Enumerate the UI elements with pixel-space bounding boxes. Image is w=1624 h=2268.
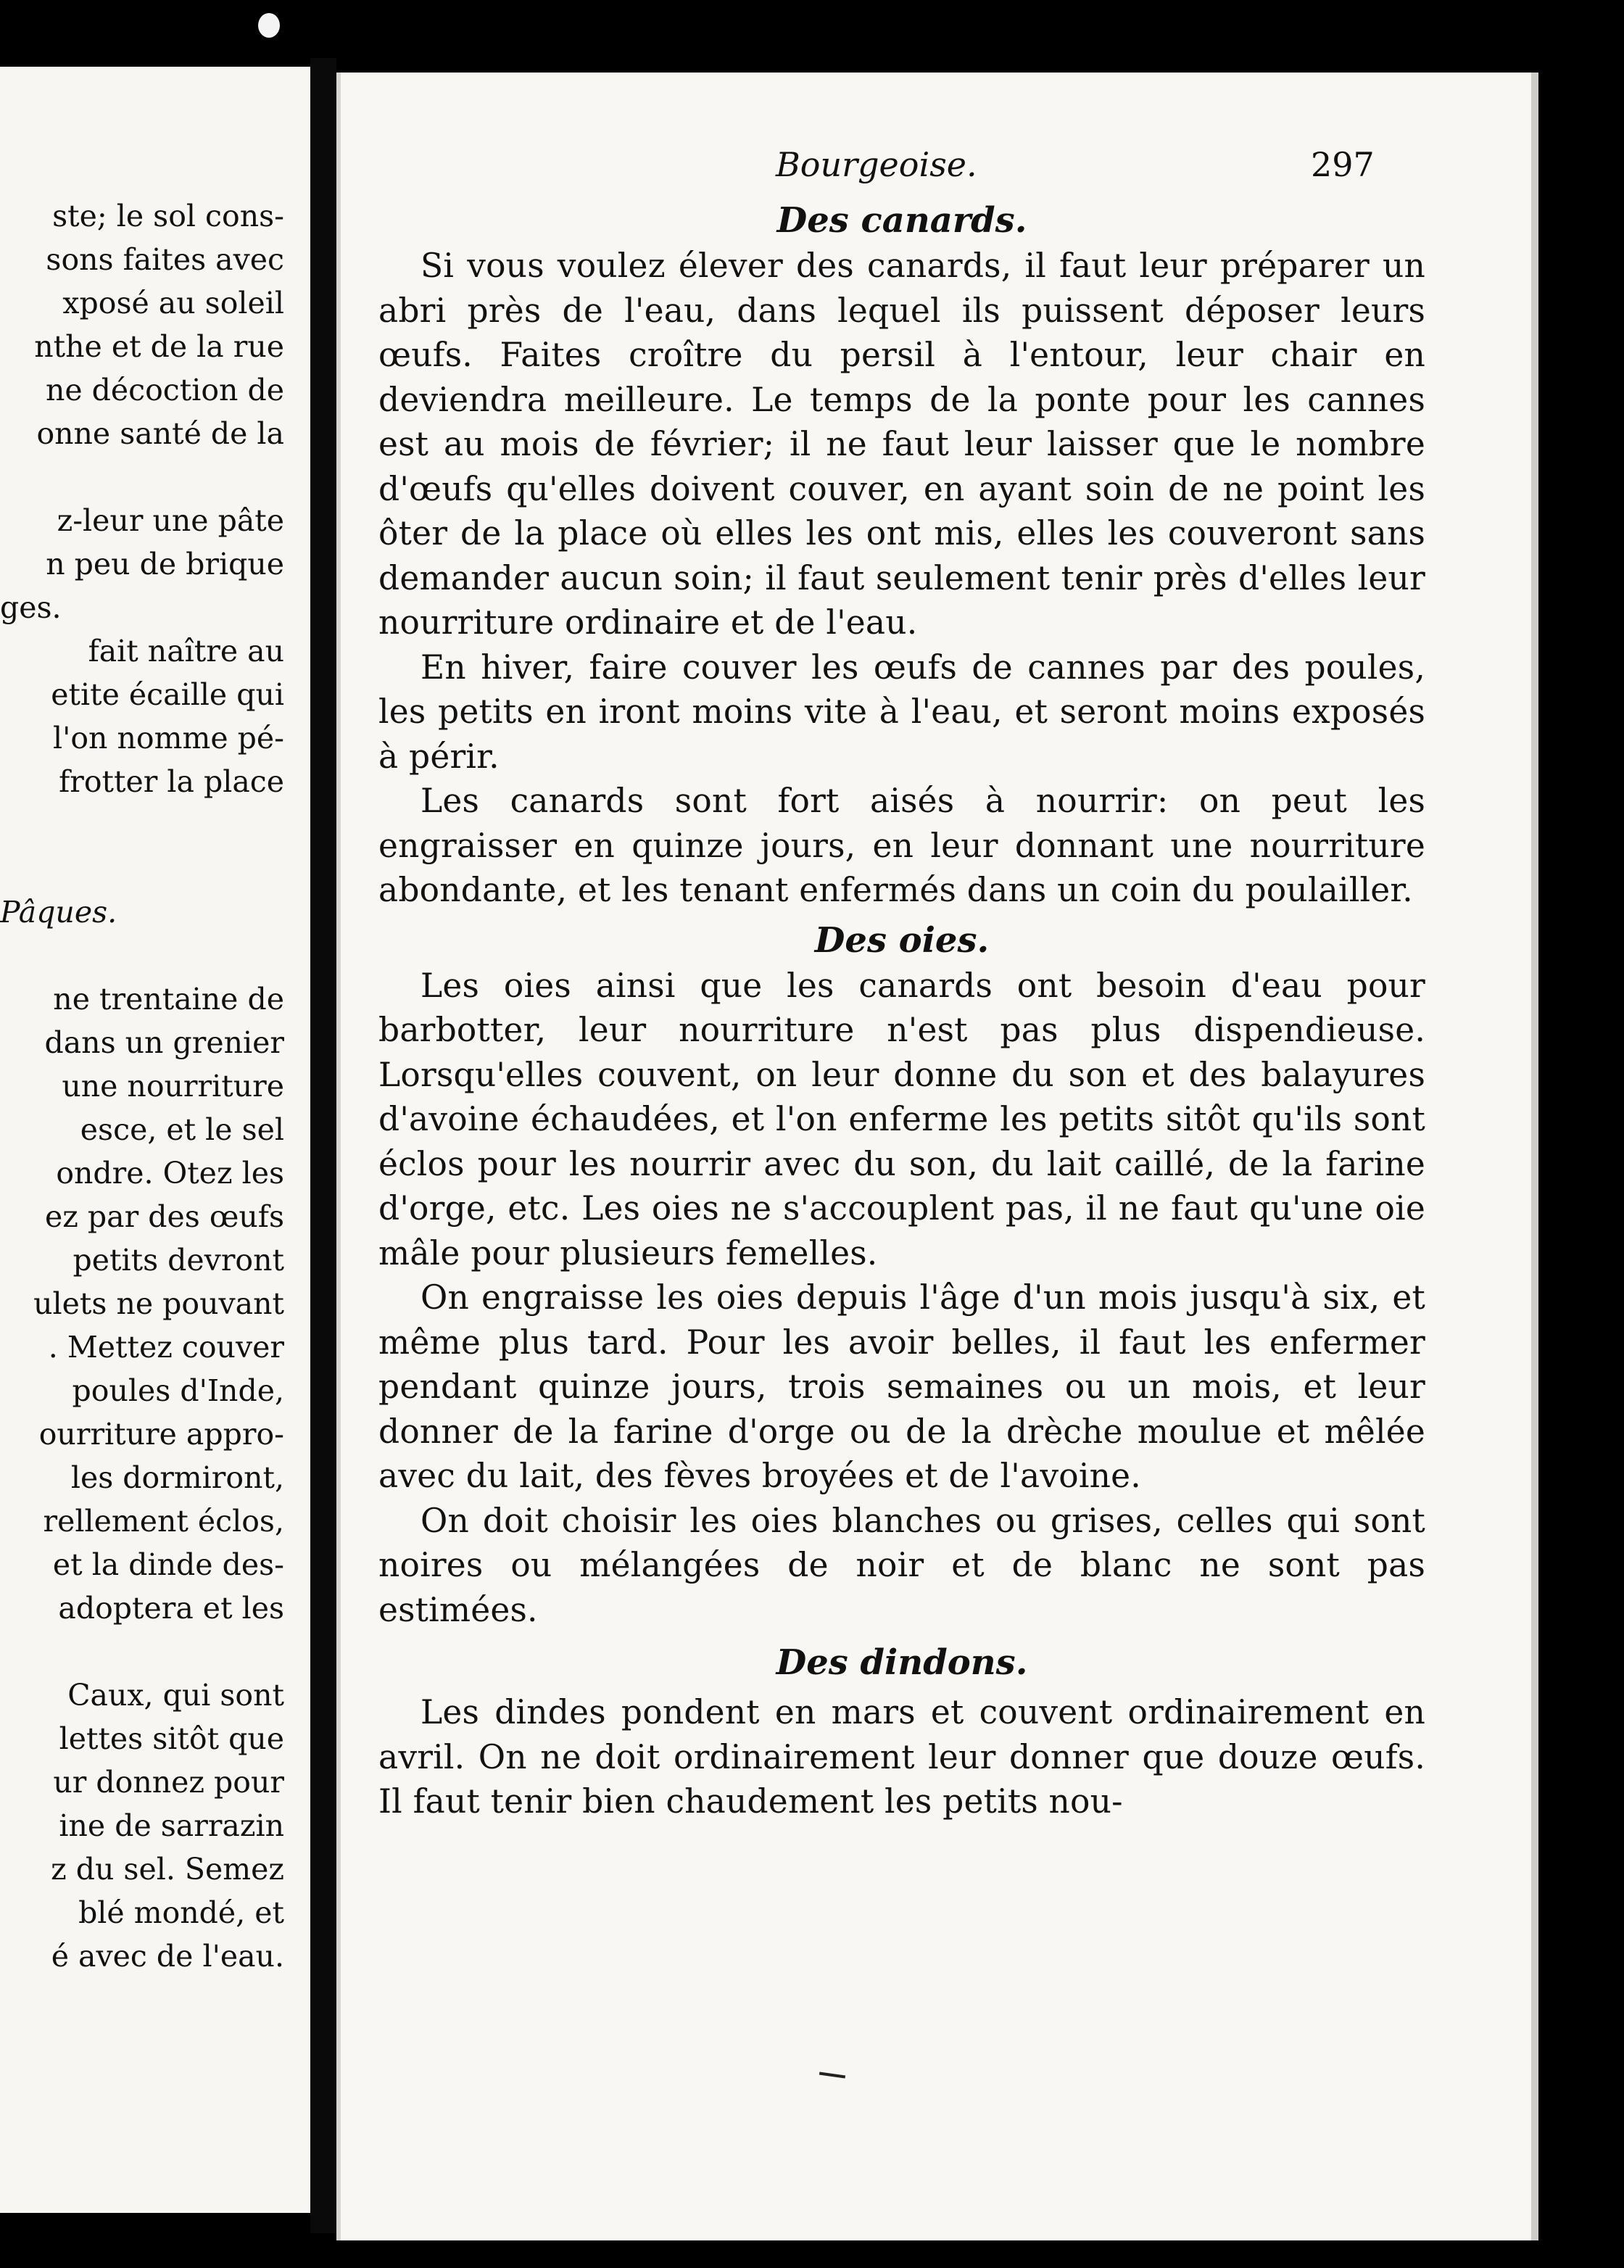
left-page-line: z du sel. Semez — [51, 1852, 284, 1887]
left-page-line: les dormiront, — [70, 1460, 284, 1495]
left-page-line: etite écaille qui — [51, 677, 284, 712]
paragraph: Les canards sont fort aisés à nourrir: on peut les engraisser en quinze jours, en leur donnant une nourriture abondante, et les tenant enfermés dans un coin du poulailler. — [378, 782, 1425, 909]
section-heading: Des oies. — [814, 919, 990, 961]
left-page-line: blé mondé, et — [78, 1895, 284, 1930]
running-title: Bourgeoise. — [776, 145, 977, 184]
scan-spot — [258, 13, 280, 38]
page-number: 297 — [1311, 145, 1375, 184]
section-canards — [378, 197, 1425, 913]
left-page-line: é avec de l'eau. — [51, 1939, 284, 1974]
paragraph: En hiver, faire couver les œufs de cannes par des poules, les petits en iront moins vite à l'eau, et seront moins exposés à périr. — [378, 647, 1425, 776]
page-body — [378, 197, 1425, 1824]
book-gutter — [310, 58, 336, 2233]
left-page-line: rellement éclos, — [43, 1504, 284, 1539]
left-page-line: z-leur une pâte — [57, 503, 284, 538]
paragraph: Les oies ainsi que les canards ont besoin d'eau pour barbotter, leur nourriture n'est pas plus dispendieuse. Lorsqu'elles couvent, on leur donne du son et des balayures d'avoine échaudées, et l'on enferme les petits sitôt qu'ils sont éclos pour les nourrir avec du son, du lait caillé, de la farine d'orge, etc. Les oies ne s'accouplent pas, il ne faut qu'une oie mâle pour plusieurs femelles. — [378, 966, 1425, 1272]
left-page-line: petits devront — [72, 1243, 284, 1278]
paragraph: On doit choisir les oies blanches ou grises, celles qui sont noires ou mélangées de noir et de blanc ne sont pas estimées. — [378, 1501, 1425, 1629]
left-page-line: nthe et de la rue — [34, 329, 284, 364]
left-page-line: frotter la place — [59, 764, 284, 799]
left-page-line: esce, et le sel — [80, 1112, 284, 1147]
left-page-line: fait naître au — [88, 634, 284, 669]
paragraph: Si vous voulez élever des canards, il faut leur préparer un abri près de l'eau, dans lequel ils puissent déposer leurs œufs. Faites croître du persil à l'entour, leur chair en deviendra meilleure. Le temps de la ponte pour les cannes est au mois de février; il ne faut leur laisser que le nombre d'œufs qu'elles doivent couver, en ayant soin de ne point les ôter de la place où elles les ont mis, elles les couveront sans demander aucun soin; il faut seulement tenir près d'elles leur nourriture ordinaire et de l'eau. — [378, 247, 1425, 642]
left-page-line: onne santé de la — [36, 416, 284, 451]
left-page-line: ges. — [0, 590, 62, 625]
left-page-line: ondre. Otez les — [56, 1156, 284, 1191]
left-page-line: sons faites avec — [46, 242, 284, 277]
left-page-line: lettes sitôt que — [59, 1721, 284, 1756]
section-oies — [378, 917, 1425, 1633]
left-page-line: ez par des œufs — [45, 1199, 284, 1234]
left-page-line: dans un grenier — [44, 1025, 284, 1060]
section-heading: Des canards. — [776, 200, 1027, 241]
left-page-line: n peu de brique — [46, 547, 284, 582]
book-page — [336, 73, 1531, 2240]
left-page-line: ne décoction de — [45, 373, 284, 407]
page-edge — [1531, 73, 1538, 2240]
left-page-line: adoptera et les — [58, 1591, 284, 1626]
left-page-line: une nourriture — [62, 1069, 284, 1104]
left-page-line: . Mettez couver — [48, 1330, 284, 1365]
paragraph: Les dindes pondent en mars et couvent ordinairement en avril. On ne doit ordinairement leur donner que douze œufs. Il faut tenir bien chaudement les petits nou- — [378, 1693, 1425, 1821]
left-page-line: Caux, qui sont — [67, 1678, 284, 1713]
running-header — [336, 145, 1531, 196]
section-dindons — [378, 1639, 1425, 1824]
left-page-line: ulets ne pouvant — [33, 1286, 284, 1321]
left-page-line: et la dinde des- — [52, 1547, 284, 1582]
left-page-line: ourriture appro- — [38, 1417, 284, 1452]
section-heading: Des dindons. — [776, 1642, 1028, 1683]
left-page-line: xposé au soleil — [62, 286, 284, 320]
paragraph: On engraisse les oies depuis l'âge d'un mois jusqu'à six, et même plus tard. Pour les avoir belles, il faut les enfermer pendant quinze jours, trois semaines ou un mois, et leur donner de la farine d'orge ou de la drèche moulue et mêlée avec du lait, des fèves broyées et de l'avoine. — [378, 1278, 1425, 1495]
ink-mark — [819, 2072, 845, 2079]
left-page-line: poules d'Inde, — [72, 1373, 284, 1408]
left-page-line: ne trentaine de — [53, 982, 284, 1017]
previous-page-fragment — [0, 67, 313, 2213]
left-page-line: ur donnez pour — [53, 1765, 284, 1800]
left-page-heading: Pâques. — [0, 895, 117, 930]
left-page-line: l'on nomme pé- — [52, 721, 284, 756]
left-page-line: ste; le sol cons- — [52, 199, 284, 233]
left-page-line: ine de sarrazin — [59, 1808, 284, 1843]
